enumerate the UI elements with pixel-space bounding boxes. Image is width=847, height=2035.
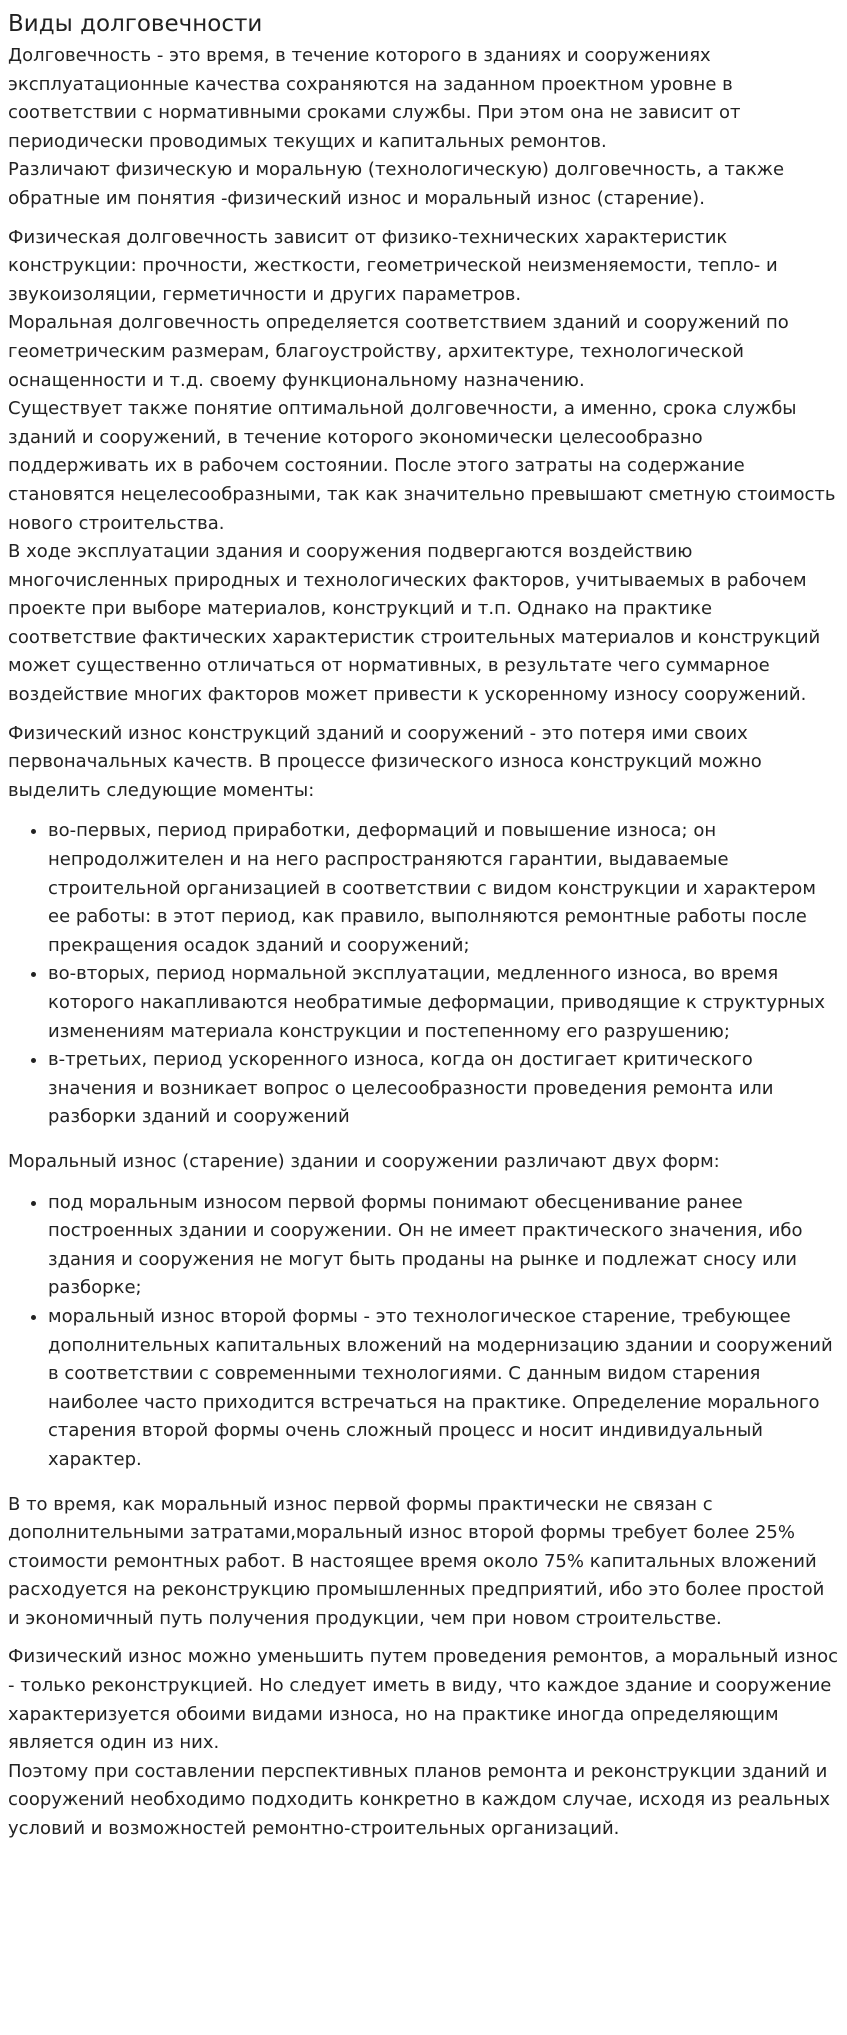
paragraph-reduction: Физический износ можно уменьшить путем проведения ремонтов, а моральный износ - только реконструкцией. Но следует иметь в виду, что каждое здание и сооружение характеризуется обоими видами износа, но на практике иногда определяющим является один из них.: [8, 1646, 839, 1754]
paragraph-physical-wear: Физический износ конструкций зданий и сооружений - это потеря ими своих первоначальных качеств. В процессе физического износа конструкций можно выделить следующие моменты:: [8, 722, 762, 801]
paragraph-costs: В то время, как моральный износ первой формы практически не связан с дополнительными затратами,моральный износ второй формы требует более 25% стоимости ремонтных работ. В настоящее время около 75% капитальных вложений расходуется на реконструкцию промышленных предприятий, ибо это более простой и экономичный путь получения продукции, чем при новом строительстве.: [8, 1493, 825, 1629]
list-item: • во-вторых, период нормальной эксплуатации, медленного износа, во время которого накапливаются необратимые деформации, приводящие к структурных изменениям материала конструкции и постепенному его разрушению;: [48, 960, 839, 1046]
paragraph-operation-factors: В ходе эксплуатации здания и сооружения подвергаются воздействию многочисленных природных и технологических факторов, учитываемых в рабочем проекте при выборе материалов, конструкций и т.п. Однако на практике соответствие фактических характеристик строительных материалов и конструкций может существенно отличаться от нормативных, в результате чего суммарное воздействие многих факторов может привести к ускоренному износу сооружений.: [8, 541, 821, 706]
paragraph-types: Различают физическую и моральную (технологическую) долговечность, а также обратные им понятия -физический износ и моральный износ (старение).: [8, 159, 785, 209]
moral-wear-forms-list: [8, 1189, 839, 1475]
physical-wear-stages-list: [8, 817, 839, 1132]
article-title: Виды долговечности: [8, 11, 263, 37]
paragraph-optimal-durability: Существует также понятие оптимальной долговечности, а именно, срока службы зданий и сооружений, в течение которого экономически целесообразно поддерживать их в рабочем состоянии. После этого затраты на содержание становятся нецелесообразными, так как значительно превышают сметную стоимость нового строительства.: [8, 398, 836, 534]
paragraph-definition: Долговечность - это время, в течение которого в зданиях и сооружениях эксплуатационные качества сохраняются на заданном проектном уровне в соответствии с нормативными сроками службы. При этом она не зависит от периодически проводимых текущих и капитальных ремонтов.: [8, 45, 741, 152]
list-item: • в-третьих, период ускоренного износа, когда он достигает критического значения и возникает вопрос о целесообразности проведения ремонта или разборки зданий и сооружений: [48, 1046, 839, 1132]
paragraph-physical-durability: Физическая долговечность зависит от физико-технических характеристик конструкции: прочности, жесткости, геометрической неизменяемости, тепло- и звукоизоляции, герметичности и других параметров.: [8, 226, 778, 305]
paragraph-moral-durability: Моральная долговечность определяется соответствием зданий и сооружений по геометрическим размерам, благоустройству, архитектуре, технологической оснащенности и т.д. своему функциональному назначению.: [8, 312, 789, 391]
paragraph-moral-wear: Моральный износ (старение) здании и сооружении различают двух форм:: [8, 1150, 720, 1172]
paragraph-conclusion: Поэтому при составлении перспективных планов ремонта и реконструкции зданий и сооружений необходимо подходить конкретно в каждом случае, исходя из реальных условий и возможностей ремонтно-строительных организаций.: [8, 1760, 831, 1840]
list-item: • под моральным износом первой формы понимают обесценивание ранее построенных здании и сооружении. Он не имеет практического значения, ибо здания и сооружения не могут быть проданы на рынке и подлежат сносу или разборке;: [48, 1189, 839, 1303]
list-item: • во-первых, период приработки, деформаций и повышение износа; он непродолжителен и на него распространяются гарантии, выдаваемые строительной организацией в соответствии с видом конструкции и характером ее работы: в этот период, как правило, выполняются ремонтные работы после прекращения осадок зданий и сооружений;: [48, 817, 839, 960]
list-item: • моральный износ второй формы - это технологическое старение, требующее дополнительных капитальных вложений на модернизацию здании и сооружений в соответствии с современными технологиями. С данным видом старения наиболее часто приходится встречаться на практике. Определение морального старения второй формы очень сложный процесс и носит индивидуальный характер.: [48, 1303, 839, 1475]
